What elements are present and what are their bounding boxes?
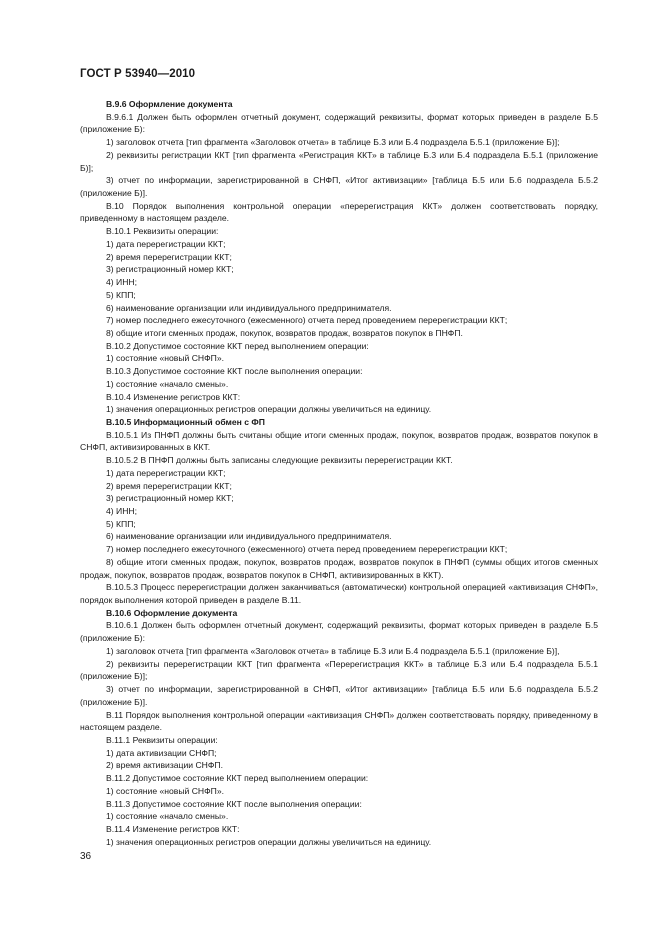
paragraph: 1) заголовок отчета [тип фрагмента «Заголовок отчета» в таблице Б.3 или Б.4 подраздела Б.5.1 (приложение Б)];: [106, 137, 560, 148]
paragraph: 2) реквизиты перерегистрации ККТ [тип фрагмента «Перерегистрация ККТ» в таблице Б.3 или Б.4 подраздела Б.5.1 (приложение Б)];: [80, 658, 598, 682]
section-heading: В.10.6 Оформление документа: [106, 607, 238, 618]
paragraph: В.10.5.2 В ПНФП должны быть записаны следующие реквизиты перерегистрации ККТ.: [106, 455, 453, 466]
paragraph: В.9.6.1 Должен быть оформлен отчетный документ, содержащий реквизиты, формат которых приведен в разделе Б.5 (приложение Б):: [80, 111, 598, 135]
paragraph: 2) время активизации СНФП.: [106, 760, 223, 771]
paragraph: 4) ИНН;: [106, 506, 138, 516]
paragraph: В.10.1 Реквизиты операции:: [106, 226, 219, 237]
paragraph: В.11.4 Изменение регистров ККТ:: [106, 823, 240, 834]
paragraph: 1) состояние «новый СНФП».: [106, 353, 225, 364]
paragraph: В.10.6.1 Должен быть оформлен отчетный документ, содержащий реквизиты, формат которых приведен в разделе Б.5 (приложение Б):: [80, 620, 598, 644]
paragraph: 6) наименование организации или индивидуального предпринимателя.: [106, 302, 392, 313]
section-heading: В.9.6 Оформление документа: [106, 99, 233, 109]
paragraph: В.11.3 Допустимое состояние ККТ после выполнения операции:: [106, 798, 362, 809]
paragraph: В.10.5.3 Процесс перерегистрации должен заканчиваться (автоматически) контрольной операцией «активизация СНФП», порядок выполнения которой приведен в разделе В.11.: [80, 582, 598, 606]
paragraph: В.11 Порядок выполнения контрольной операции «активизация СНФП» должен соответствовать порядку, приведенному в настоящем разделе.: [80, 709, 598, 733]
paragraph: В.10.4 Изменение регистров ККТ:: [106, 391, 241, 402]
paragraph: 1) значения операционных регистров операции должны увеличиться на единицу.: [106, 404, 432, 415]
paragraph: 8) общие итоги сменных продаж, покупок, возвратов продаж, возвратов покупок в ПНФП (суммы общих итогов сменных продаж, покупок, возвратов продаж, возвратов покупок в СНФП, активизированных в ККТ).: [80, 556, 598, 580]
paragraph: 2) реквизиты регистрации ККТ [тип фрагмента «Регистрация ККТ» в таблице Б.3 или Б.4 подраздела Б.5.1 (приложение Б)];: [80, 149, 598, 173]
paragraph: В.11.2 Допустимое состояние ККТ перед выполнением операции:: [106, 773, 369, 784]
paragraph: 4) ИНН;: [106, 277, 138, 288]
paragraph: В.10.2 Допустимое состояние ККТ перед выполнением операции:: [106, 340, 369, 351]
paragraph: В.10.5.1 Из ПНФП должны быть считаны общие итоги сменных продаж, покупок, возвратов продаж, возвратов покупок в СНФП, активизированных в ККТ.: [80, 429, 598, 453]
paragraph: 7) номер последнего ежесуточного (ежесменного) отчета перед проведением перерегистрации ККТ;: [106, 544, 508, 555]
paragraph: 1) дата активизации СНФП;: [106, 747, 217, 758]
paragraph: 1) дата перерегистрации ККТ;: [106, 238, 226, 249]
paragraph: 3) регистрационный номер ККТ;: [106, 493, 234, 504]
paragraph: 1) значения операционных регистров операции должны увеличиться на единицу.: [106, 836, 432, 847]
paragraph: 3) регистрационный номер ККТ;: [106, 264, 234, 275]
paragraph: 1) дата перерегистрации ККТ;: [106, 467, 226, 478]
paragraph: 1) состояние «новый СНФП».: [106, 785, 225, 796]
paragraph: 3) отчет по информации, зарегистрированной в СНФП, «Итог активизации» [таблица Б.5 или Б.6 подраздела Б.5.2 (приложение Б)].: [80, 175, 598, 199]
paragraph: 8) общие итоги сменных продаж, покупок, возвратов продаж, возвратов покупок в ПНФП.: [106, 327, 463, 338]
page-header: ГОСТ Р 53940—2010: [80, 68, 196, 80]
paragraph: 1) заголовок отчета [тип фрагмента «Заголовок отчета» в таблице Б.3 или Б.4 подраздела Б.5.1 (приложение Б)],: [106, 645, 560, 656]
paragraph: В.10 Порядок выполнения контрольной операции «перерегистрация ККТ» должен соответствовать порядку, приведенному в настоящем разделе.: [80, 200, 598, 224]
paragraph: 2) время перерегистрации ККТ;: [106, 480, 232, 491]
section-heading: В.10.5 Информационный обмен с ФП: [106, 416, 265, 427]
paragraph: 1) состояние «начало смены».: [106, 811, 229, 822]
paragraph: В.11.1 Реквизиты операции:: [106, 734, 218, 745]
page-number: 36: [80, 851, 92, 862]
paragraph: 6) наименование организации или индивидуального предпринимателя.: [106, 531, 392, 542]
paragraph: 2) время перерегистрации ККТ;: [106, 251, 232, 262]
paragraph: 5) КПП;: [106, 289, 136, 300]
paragraph: В.10.3 Допустимое состояние ККТ после выполнения операции:: [106, 366, 363, 377]
document-body: [80, 98, 598, 848]
paragraph: 3) отчет по информации, зарегистрированной в СНФП, «Итог активизации» [таблица Б.5 или Б.6 подраздела Б.5.2 (приложение Б)].: [80, 684, 598, 707]
paragraph: 7) номер последнего ежесуточного (ежесменного) отчета перед проведением перерегистрации ККТ;: [106, 315, 508, 326]
paragraph: 1) состояние «начало смены».: [106, 378, 229, 389]
paragraph: 5) КПП;: [106, 518, 136, 529]
